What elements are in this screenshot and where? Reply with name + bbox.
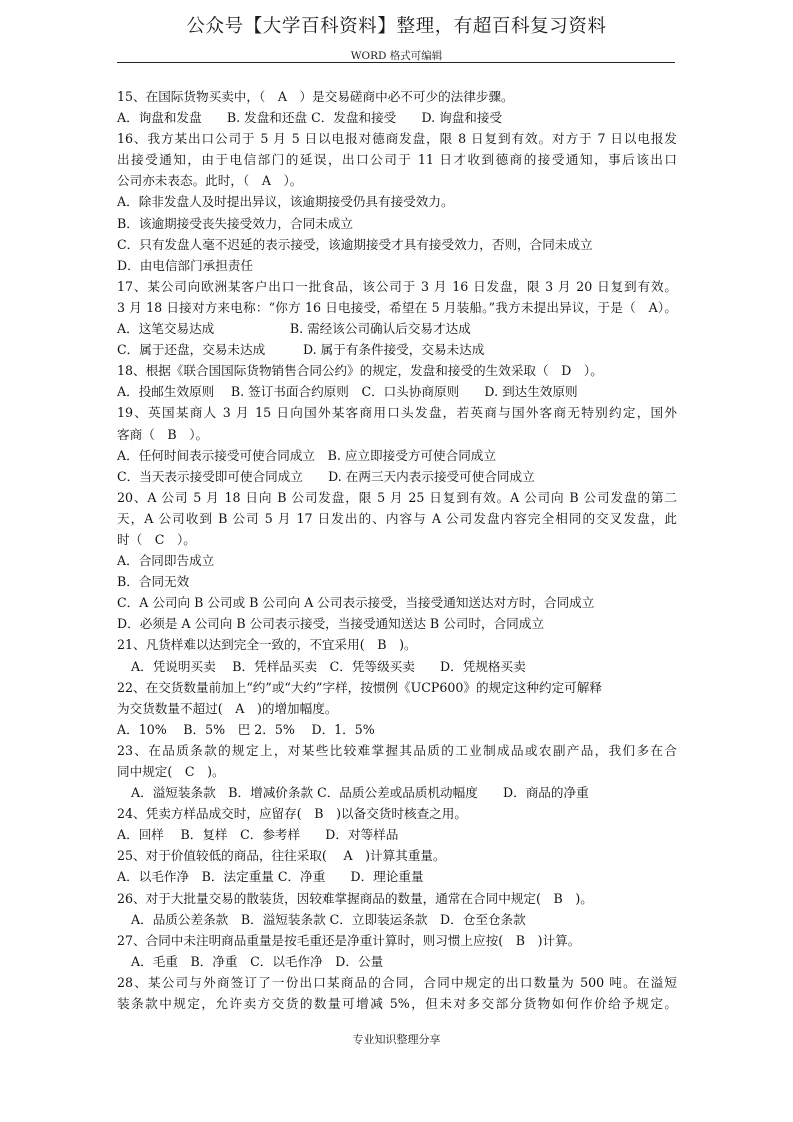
- text-line: B．该逾期接受丧失接受效力，合同未成立: [117, 215, 353, 231]
- text-line: C．只有发盘人毫不迟延的表示接受，该逾期接受才具有接受效力，否则，合同未成立: [117, 236, 593, 252]
- text-line: C．A 公司向 B 公司或 B 公司向 A 公司表示接受，当接受通知送达对方时，合同成立: [117, 595, 595, 611]
- text-line: 出接受通知，由于电信部门的延误，出口公司于 11 日才收到德商的接受通知，事后该出口: [117, 152, 677, 168]
- text-line: 客商（ B ）。: [117, 426, 209, 442]
- text-line: A．10% B．5% 巴 2．5% D．1．5%: [117, 721, 375, 737]
- text-line: 17、某公司向欧洲某客户出口一批食品，该公司于 3 月 16 日发盘，限 3 月 20 日复到有效。: [117, 278, 677, 294]
- text-line: 天，A 公司收到 B 公司 5 月 17 日发出的、内容与 A 公司发盘内容完全相同的交叉发盘，此: [117, 510, 677, 526]
- page-subheader: WORD 格式可编辑: [350, 50, 443, 62]
- text-line: A．投邮生效原则 B. 签订书面合约原则 C．口头协商原则 D. 到达生效原则: [117, 384, 578, 400]
- document-body: [117, 86, 677, 1014]
- text-line: A．除非发盘人及时提出异议，该逾期接受仍具有接受效力。: [117, 194, 454, 210]
- text-line: 28、某公司与外商签订了一份出口某商品的合同，合同中规定的出口数量为 500 吨。在溢短: [117, 974, 677, 990]
- text-line: A．回样 B．复样 C．参考样 D．对等样品: [117, 827, 399, 843]
- text-line: A．毛重 B．净重 C．以毛作净 D．公量: [131, 953, 384, 969]
- text-line: A．以毛作净 B．法定重量 C．净重 D．理论重量: [117, 869, 424, 885]
- text-line: 时（ C ）。: [117, 531, 196, 547]
- text-line: 同中规定( C )。: [117, 764, 225, 779]
- text-line: 装条款中规定，允许卖方交货的数量可增减 5%，但未对多交部分货物如何作价给予规定。: [117, 996, 677, 1012]
- text-line: A．任何时间表示接受可使合同成立 B. 应立即接受方可使合同成立: [117, 447, 496, 463]
- text-line: 公司亦未表态。此时，（ A ）。: [117, 173, 303, 189]
- text-line: A．溢短装条款 B．增减价条款 C．品质公差或品质机动幅度 D．商品的净重: [131, 785, 589, 801]
- page-footer: 专业知识整理分享: [352, 1033, 441, 1046]
- text-line: 23、在品质条款的规定上，对某些比较难掌握其品质的工业制成品或农副产品，我们多在合: [117, 742, 677, 758]
- text-line: A．这笔交易达成 B. 需经该公司确认后交易才达成: [117, 321, 471, 337]
- text-line: 27、合同中未注明商品重量是按毛重还是净重计算时，则习惯上应按( B )计算。: [117, 932, 581, 948]
- text-line: 为交货数量不超过( A )的增加幅度。: [117, 700, 338, 716]
- text-line: 16、我方某出口公司于 5 月 5 日以电报对德商发盘，限 8 日复到有效。对方于 7 日以电报发: [117, 131, 677, 147]
- header-divider: [117, 62, 675, 63]
- text-line: C．当天表示接受即可使合同成立 D. 在两三天内表示接受可使合同成立: [117, 468, 535, 484]
- text-line: 18、根据《联合国国际货物销售合同公约》的规定，发盘和接受的生效采取（ D ）。: [117, 363, 603, 379]
- text-line: 20、A 公司 5 月 18 日向 B 公司发盘，限 5 月 25 日复到有效。A 公司向 B 公司发盘的第二: [117, 489, 677, 505]
- text-line: A．品质公差条款 B．溢短装条款 C．立即装运条款 D．仓至仓条款: [131, 911, 526, 927]
- page-banner: 公众号【大学百科资料】整理，有超百科复习资料: [186, 16, 607, 37]
- text-line: A．凭说明买卖 B．凭样品买卖 C．凭等级买卖 D．凭规格买卖: [131, 658, 526, 674]
- text-line: D．由电信部门承担责任: [117, 257, 254, 273]
- text-line: 24、凭卖方样品成交时，应留存( B )以备交货时核查之用。: [117, 806, 467, 822]
- text-line: C．属于还盘，交易未达成 D. 属于有条件接受，交易未达成: [117, 342, 485, 358]
- text-line: A．合同即告成立: [117, 553, 215, 569]
- text-line: 3 月 18 日接对方来电称：“你方 16 日电接受，希望在 5 月装船。”我方未提出异议，于是（ A）。: [117, 299, 677, 315]
- text-line: 26、对于大批量交易的散装货，因较难掌握商品的数量，通常在合同中规定( B )。: [117, 890, 593, 906]
- text-line: 22、在交货数量前加上“约”或“大约”字样，按惯例《UCP600》的规定这种约定可解释: [117, 679, 602, 695]
- text-line: B．合同无效: [117, 574, 190, 590]
- text-line: D．必须是 A 公司向 B 公司表示接受，当接受通知送达 B 公司时，合同成立: [117, 616, 544, 632]
- text-line: 25、对于价值较低的商品，往往采取( A )计算其重量。: [117, 848, 446, 864]
- text-line: 15、在国际货物买卖中，（ A ）是交易磋商中必不可少的法律步骤。: [117, 89, 514, 104]
- text-line: 21、凡货样难以达到完全一致的，不宜采用( B )。: [117, 637, 417, 653]
- text-line: 19、英国某商人 3 月 15 日向国外某客商用口头发盘，若英商与国外客商无特别约定，国外: [117, 405, 677, 421]
- text-line: A．询盘和发盘 B. 发盘和还盘 C．发盘和接受 D. 询盘和接受: [117, 110, 503, 126]
